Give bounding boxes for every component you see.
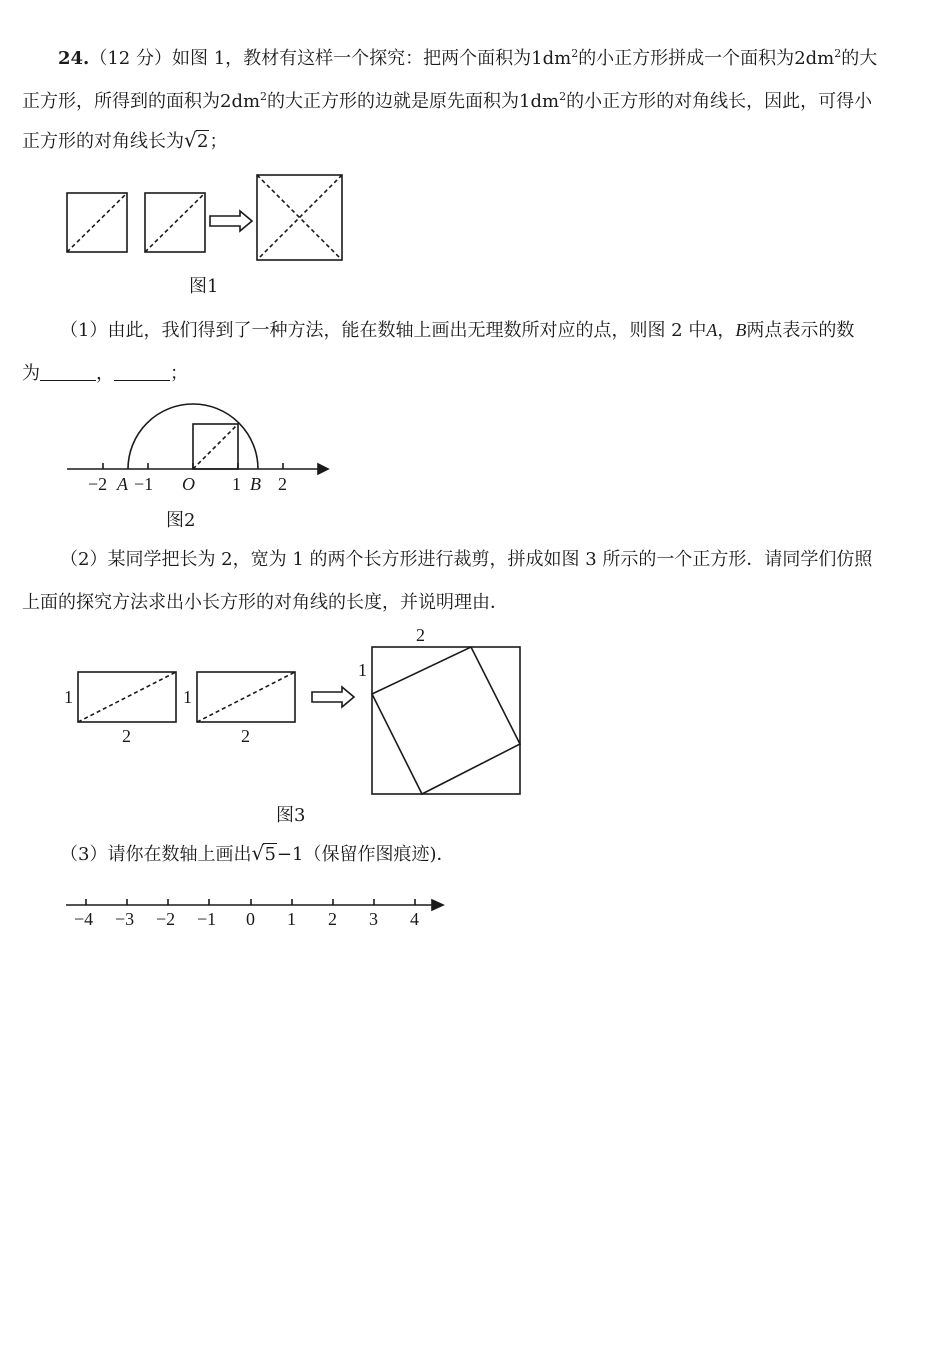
tick-label: 3 <box>369 909 378 929</box>
arrow-icon <box>312 687 354 707</box>
rectangle-1-diagonal <box>78 672 176 722</box>
answer-blank-B[interactable] <box>114 362 170 381</box>
tick-label: −4 <box>74 909 94 929</box>
area-2dm2: 2dm <box>220 91 261 112</box>
arrow-icon <box>210 211 252 231</box>
rect-2-length-label: 2 <box>241 726 250 746</box>
axis-arrow-icon <box>318 464 328 474</box>
area-1dm2: 1dm <box>519 91 560 112</box>
intro-text: 正方形，所得到的面积为 <box>22 91 220 112</box>
tick-label: −1 <box>197 909 217 929</box>
separator: ， <box>96 363 114 384</box>
part-1-text: 两点表示的数 <box>746 320 855 341</box>
question-points: （12 分） <box>89 48 172 69</box>
intro-text: 如图 1，教材有这样一个探究：把两个面积为 <box>171 48 532 69</box>
intro-text: 的小正方形的对角线长，因此，可得小 <box>566 91 873 112</box>
figure-3 <box>78 647 520 794</box>
part-1-line-2 <box>22 362 188 386</box>
label-minus-2: −2 <box>88 474 108 494</box>
large-square <box>257 175 342 260</box>
separator: ， <box>717 320 736 341</box>
question-number: 24. <box>58 48 90 69</box>
part-3-line <box>60 843 454 867</box>
part-1-text: （1）由此，我们得到了一种方法，能在数轴上画出无理数所对应的点，则图 2 中 <box>60 320 707 341</box>
tick-label: 4 <box>410 909 419 929</box>
square-top-label: 2 <box>416 625 425 645</box>
figure-3-labels <box>64 625 425 746</box>
rect-1-width-label: 1 <box>64 687 73 707</box>
figure-1 <box>67 175 342 260</box>
figure-2 <box>67 404 328 474</box>
rect-2-width-label: 1 <box>183 687 192 707</box>
tick-label: −3 <box>115 909 135 929</box>
part-2-line-1: （2）某同学把长为 2，宽为 1 的两个长方形进行裁剪，拼成如图 3 所示的一个正方形．请同学们仿照 <box>60 549 873 570</box>
superscript: 2 <box>559 90 567 103</box>
large-diagonal-1 <box>257 175 342 260</box>
sqrt-5: √ 5 <box>251 841 276 865</box>
part-1-line-1 <box>60 318 854 343</box>
figure-2-caption: 图2 <box>166 510 196 531</box>
part-3-text: （保留作图痕迹)． <box>303 844 455 865</box>
tick-label: −2 <box>156 909 176 929</box>
superscript: 2 <box>571 47 579 60</box>
label-2: 2 <box>278 474 287 494</box>
label-1: 1 <box>232 474 241 494</box>
diagonal-2 <box>145 193 205 252</box>
superscript: 2 <box>260 90 268 103</box>
diagonal-1 <box>67 193 127 252</box>
large-diagonal-2 <box>257 175 342 260</box>
tick-label: 1 <box>287 909 296 929</box>
axis-arrow-icon <box>432 900 443 910</box>
intro-text: ； <box>209 131 228 152</box>
area-2dm2: 2dm <box>794 48 835 69</box>
label-A: A <box>117 474 128 494</box>
tick-label: 0 <box>246 909 255 929</box>
tick-label: 2 <box>328 909 337 929</box>
figure-2-labels <box>88 474 287 494</box>
inner-tilted-square <box>372 647 520 794</box>
label-O: O <box>182 474 195 494</box>
part-3-text: （3）请你在数轴上画出 <box>60 844 252 865</box>
rect-1-length-label: 2 <box>122 726 131 746</box>
square-left-label: 1 <box>358 660 367 680</box>
intro-text: 正方形的对角线长为 <box>22 131 184 152</box>
number-line-3-labels <box>74 909 419 929</box>
figure-3-caption: 图3 <box>276 805 306 826</box>
minus-one: −1 <box>276 844 304 865</box>
superscript: 2 <box>834 47 842 60</box>
answer-blank-A[interactable] <box>40 362 96 381</box>
part-1-text: 为 <box>22 363 40 384</box>
sqrt-2: √ 2 <box>184 128 209 152</box>
figure-1-caption: 图1 <box>189 276 219 297</box>
point-A: A <box>706 320 718 340</box>
part-2-line-2: 上面的探究方法求出小长方形的对角线的长度，并说明理由． <box>22 592 508 613</box>
point-B: B <box>735 320 747 340</box>
unit-square-diagonal <box>193 424 238 469</box>
intro-text: 的大 <box>841 48 878 69</box>
rectangle-2-diagonal <box>197 672 295 722</box>
outer-square <box>372 647 520 794</box>
label-B: B <box>250 474 261 494</box>
punctuation: ； <box>170 363 188 384</box>
label-minus-1: −1 <box>134 474 154 494</box>
intro-text: 的大正方形的边就是原先面积为 <box>267 91 520 112</box>
intro-text: 的小正方形拼成一个面积为 <box>578 48 795 69</box>
area-1dm2: 1dm <box>531 48 572 69</box>
